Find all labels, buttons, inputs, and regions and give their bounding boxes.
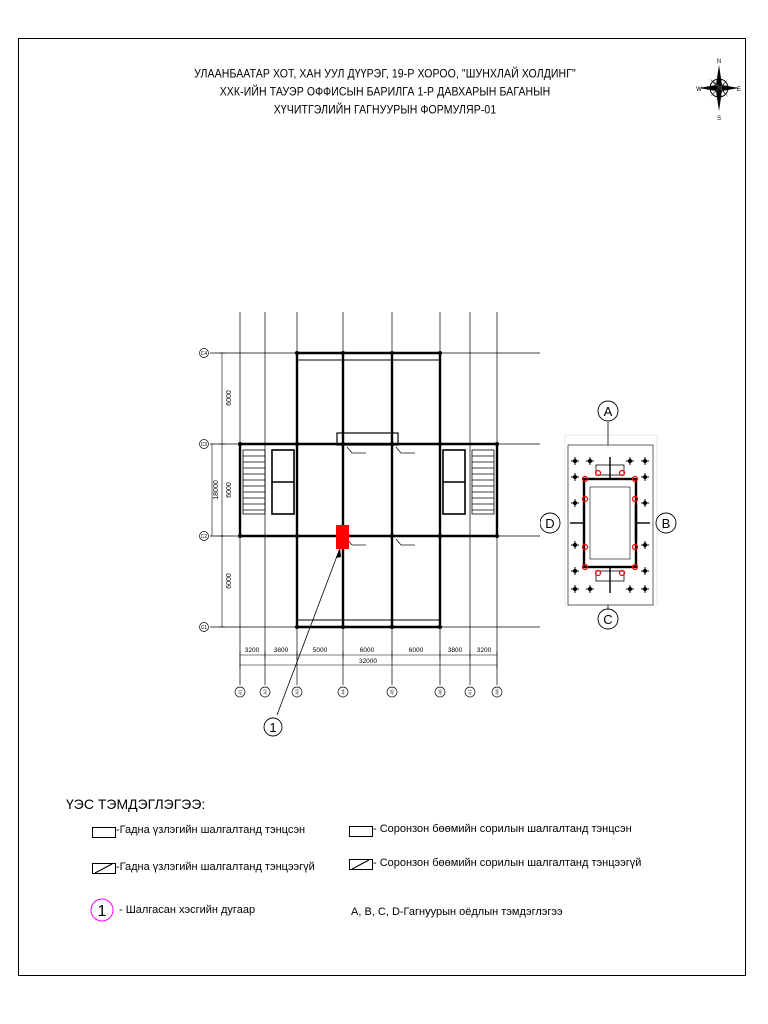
highlighted-column (336, 525, 349, 549)
legend-item-4: - Соронзон бөөмийн сорилын шалгалтанд тэнцээгүй (373, 857, 642, 869)
col-axis-label: A8 (494, 689, 500, 695)
column-detail (540, 395, 680, 640)
row-dim-2: 6000 (226, 482, 233, 498)
col-dim-label: 3800 (273, 647, 289, 654)
compass-n-label: N (716, 59, 722, 65)
compass-e-label: E (736, 87, 742, 93)
row-axis-label: C4 (200, 351, 208, 357)
stair-left (243, 450, 294, 514)
row-grid-lines (210, 353, 540, 627)
legend-number-circle (90, 897, 114, 923)
title-line-2: ХХК-ИЙН ТАУЭР ОФФИСЫН БАРИЛГА 1-Р ДАВХАРЫН БАГАНЫН (219, 85, 551, 99)
row-axis-label: C2 (200, 534, 208, 540)
col-axis-label: A2 (262, 689, 268, 695)
col-axis-label: A7 (467, 689, 473, 695)
col-dim-label: 5000 (312, 647, 328, 654)
stair-right (443, 450, 494, 514)
row-dim-1: 6000 (226, 390, 233, 406)
col-dim-label: 6000 (359, 647, 375, 654)
legend-box-passed-magnetic (349, 826, 373, 837)
column-axis-bubbles (235, 687, 502, 697)
col-axis-label: A6 (437, 689, 443, 695)
legend-item-6: A, B, C, D-Гагнуурын оёдлын тэмдэглэгээ (351, 906, 563, 918)
column-grid-lines (240, 312, 497, 685)
col-axis-label: A3 (294, 689, 300, 695)
title-line-1: УЛААНБААТАР ХОТ, ХАН УУЛ ДҮҮРЭГ, 19-Р ХОРОО, "ШУНХЛАЙ ХОЛДИНГ" (194, 67, 576, 81)
legend-item-5: - Шалгасан хэсгийн дугаар (119, 904, 256, 916)
legend-box-failed-magnetic (349, 859, 373, 870)
col-dim-label: 3200 (244, 647, 260, 654)
col-dim-label: 3200 (476, 647, 492, 654)
building-outline (240, 353, 497, 627)
row-axis-bubbles (200, 349, 209, 632)
column-markers (238, 351, 499, 629)
row-axis-label: C1 (200, 625, 208, 631)
col-axis-label: A4 (340, 689, 346, 695)
legend-item-2: - Соронзон бөөмийн сорилын шалгалтанд тэнцсэн (373, 823, 632, 835)
point-1-label: 1 (269, 720, 277, 735)
callout-marks (347, 447, 415, 545)
total-height-dim: 18000 (213, 480, 220, 500)
legend-heading: ҮЭС ТЭМДЭГЛЭГЭЭ: (66, 796, 206, 812)
face-a-label: A (603, 404, 613, 419)
face-c-label: C (603, 612, 613, 627)
compass-w-label: W (696, 87, 702, 93)
total-width-dim: 32000 (358, 658, 378, 665)
column-dimension-labels (245, 647, 492, 665)
title-line-3: ХҮЧИТГЭЛИЙН ГАГНУУРЫН ФОРМУЛЯР-01 (273, 103, 497, 117)
col-axis-label: A5 (389, 689, 395, 695)
row-axis-label: C3 (200, 442, 208, 448)
leader-line (277, 548, 340, 715)
col-axis-label: A1 (237, 689, 243, 695)
legend-box-failed-visual (92, 863, 116, 874)
col-dim-label: 3800 (447, 647, 463, 654)
row-dim-3: 6000 (226, 573, 233, 589)
compass-s-label: S (716, 116, 722, 122)
legend-box-passed-visual (92, 827, 116, 838)
legend-number-symbol: 1 (97, 903, 107, 920)
col-dim-label: 6000 (408, 647, 424, 654)
face-b-label: B (661, 516, 671, 531)
legend-item-1: -Гадна үзлэгийн шалгалтанд тэнцсэн (116, 824, 306, 836)
face-d-label: D (545, 516, 555, 531)
legend-item-3: -Гадна үзлэгийн шалгалтанд тэнцээгүй (116, 861, 315, 873)
